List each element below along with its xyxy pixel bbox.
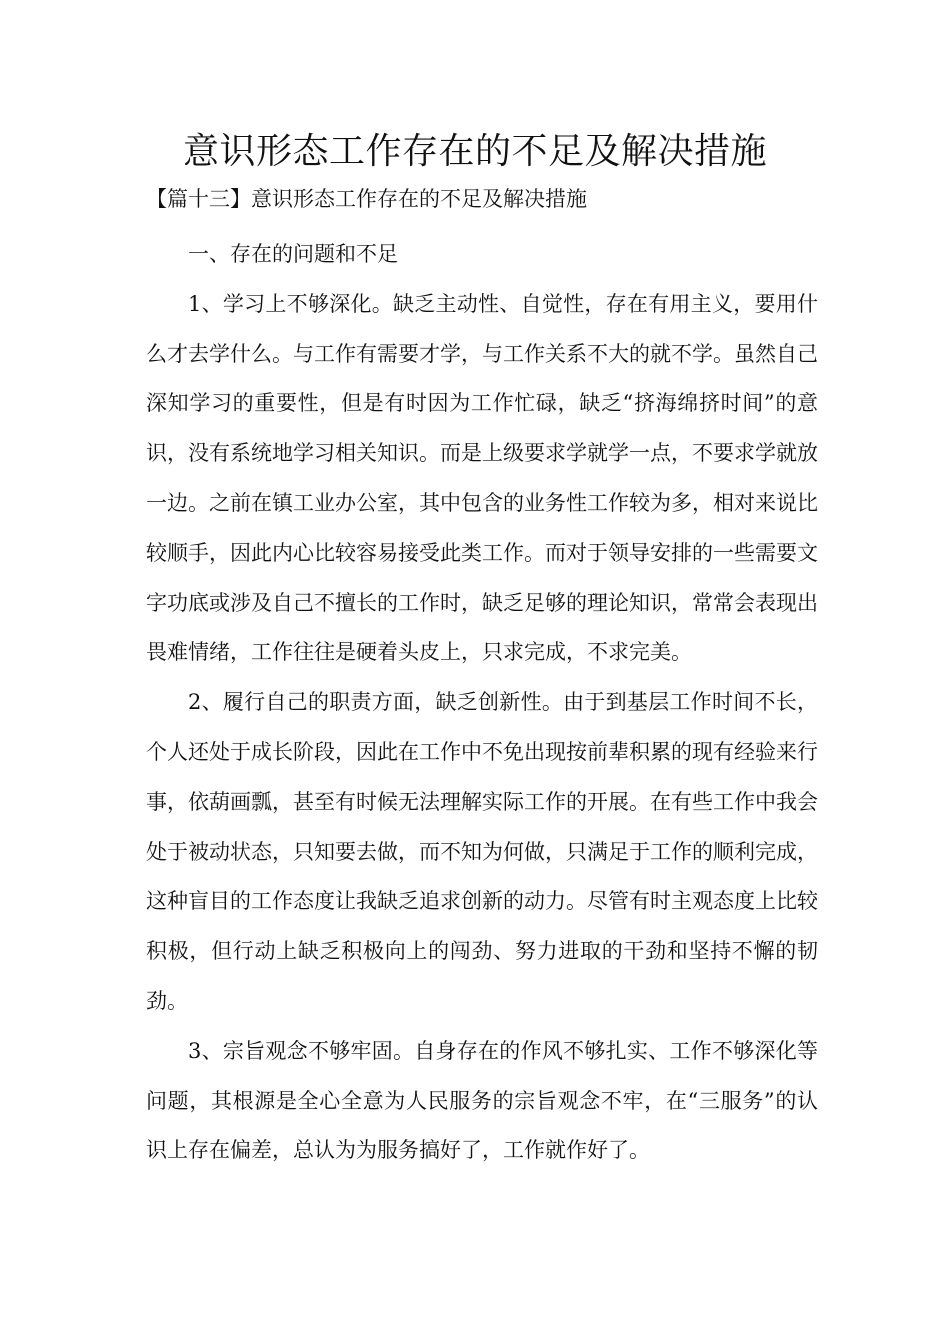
paragraph-1: 1、学习上不够深化。缺乏主动性、自觉性，存在有用主义，要用什么才去学什么。与工作有需要才学，与工作关系不大的就不学。虽然自己深知学习的重要性，但是有时因为工作忙碌，缺乏“挤海绵挤时间”的意识，没有系统地学习相关知识。而是上级要求学就学一点，不要求学就放一边。之前在镇工业办公室，其中包含的业务性工作较为多，相对来说比较顺手，因此内心比较容易接受此类工作。而对于领导安排的一些需要文字功底或涉及自己不擅长的工作时，缺乏足够的理论知识，常常会表现出畏难情绪，工作往往是硬着头皮上，只求完成，不求完美。 <box>146 291 818 665</box>
document-subtitle: 【篇十三】意识形态工作存在的不足及解决措施 <box>146 187 587 211</box>
paragraph-2: 2、履行自己的职责方面，缺乏创新性。由于到基层工作时间不长，个人还处于成长阶段，因此在工作中不免出现按前辈积累的现有经验来行事，依葫画瓢，甚至有时候无法理解实际工作的开展。在有些工作中我会处于被动状态，只知要去做，而不知为何做，只满足于工作的顺利完成，这种盲目的工作态度让我缺乏追求创新的动力。尽管有时主观态度上比较积极，但行动上缺乏积极向上的闯劲、努力进取的干劲和坚持不懈的韧劲。 <box>146 690 818 1013</box>
section-heading: 一、存在的问题和不足 <box>188 242 398 266</box>
paragraph-3: 3、宗旨观念不够牢固。自身存在的作风不够扎实、工作不够深化等问题，其根源是全心全意为人民服务的宗旨观念不牢，在“三服务”的认识上存在偏差，总认为为服务搞好了，工作就作好了。 <box>146 1038 818 1163</box>
document-title: 意识形态工作存在的不足及解决措施 <box>182 131 767 172</box>
document-body <box>146 230 818 1176</box>
